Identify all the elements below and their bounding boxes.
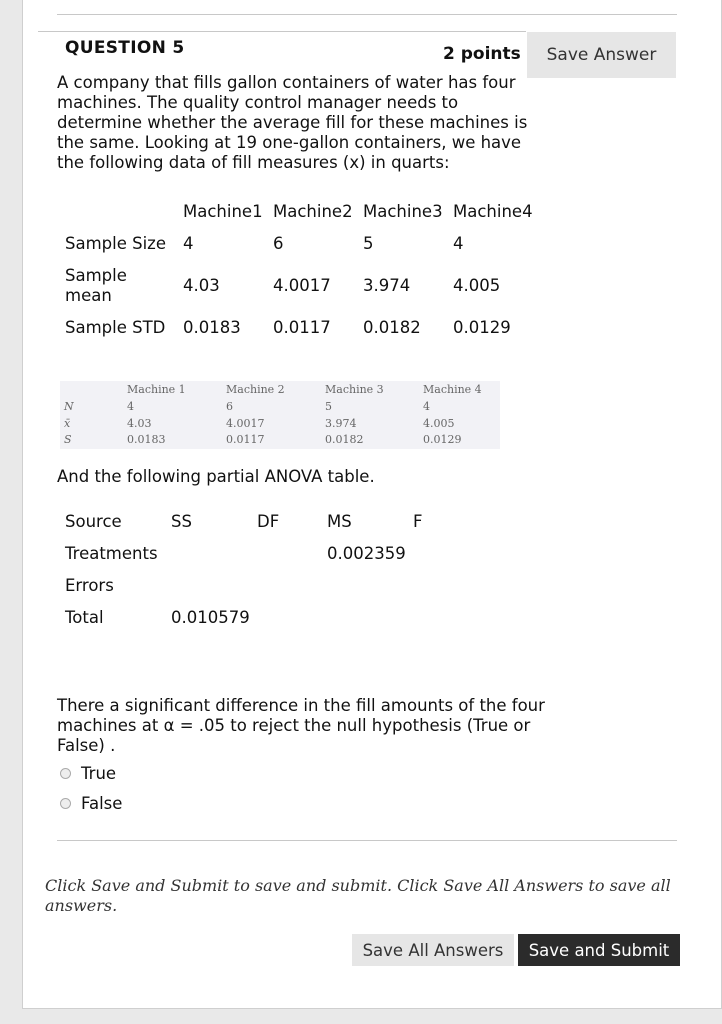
save-all-answers-button[interactable]: Save All Answers <box>352 934 514 966</box>
option-true[interactable] <box>60 764 116 783</box>
anova-row-treatments: Treatments <box>65 544 158 563</box>
image-cell: 0.0117 <box>226 433 265 446</box>
radio-button[interactable] <box>60 768 71 779</box>
table-header: Machine2 <box>273 202 353 221</box>
image-cell: 4.03 <box>127 417 152 430</box>
option-label: False <box>81 794 123 813</box>
question-text: A company that fills gallon containers of water has four machines. The quality control manager needs to determine whether the average fill for these machines is the same. Looking at 19 one-gallon containers, we have the following data of fill measures (x) in quarts: <box>57 73 528 172</box>
image-cell: 4 <box>127 400 134 413</box>
table-cell: 0.0182 <box>363 318 421 337</box>
top-divider <box>57 14 677 15</box>
table-header: Machine1 <box>183 202 263 221</box>
table-cell: 4 <box>453 234 464 253</box>
table-image <box>60 381 500 449</box>
table-cell: 4 <box>183 234 194 253</box>
row-label-line: mean <box>65 286 112 305</box>
image-cell: 6 <box>226 400 233 413</box>
submit-instructions: Click Save and Submit to save and submit. Click Save All Answers to save all answers. <box>45 876 671 915</box>
question-title: QUESTION 5 <box>65 38 185 58</box>
anova-row-total: Total <box>65 608 104 627</box>
image-cell: 0.0182 <box>325 433 364 446</box>
bottom-divider <box>57 840 677 841</box>
table-cell: 0.0129 <box>453 318 511 337</box>
table-cell: 4.005 <box>453 276 501 295</box>
row-label-sample-std: Sample STD <box>65 318 166 337</box>
save-and-submit-button[interactable]: Save and Submit <box>518 934 680 966</box>
table-cell: 4.03 <box>183 276 220 295</box>
table-cell: 3.974 <box>363 276 411 295</box>
anova-treatments-ms: 0.002359 <box>327 544 406 563</box>
anova-header: F <box>413 512 423 531</box>
image-header: Machine 4 <box>423 383 482 396</box>
image-cell: 4.005 <box>423 417 455 430</box>
image-header: Machine 2 <box>226 383 285 396</box>
row-label-line: Sample <box>65 266 127 285</box>
image-header: Machine 3 <box>325 383 384 396</box>
anova-header: Source <box>65 512 122 531</box>
anova-row-errors: Errors <box>65 576 114 595</box>
image-cell: 0.0183 <box>127 433 166 446</box>
image-cell: 0.0129 <box>423 433 462 446</box>
true-false-question: There a significant difference in the fill amounts of the four machines at α = .05 to reject the null hypothesis (True or False) . <box>57 696 545 755</box>
save-answer-button[interactable]: Save Answer <box>527 32 676 78</box>
row-label-sample-size: Sample Size <box>65 234 166 253</box>
image-row-label: N <box>64 400 74 413</box>
image-header: Machine 1 <box>127 383 186 396</box>
table-cell: 6 <box>273 234 284 253</box>
row-label-sample-mean <box>65 266 127 306</box>
image-cell: 5 <box>325 400 332 413</box>
option-false[interactable] <box>60 794 122 813</box>
table-cell: 0.0117 <box>273 318 331 337</box>
table-cell: 4.0017 <box>273 276 331 295</box>
image-row-label: x̄ <box>64 417 71 430</box>
table-header: Machine4 <box>453 202 533 221</box>
image-row-label: S <box>64 433 72 446</box>
question-points: 2 points <box>443 44 521 64</box>
anova-header: MS <box>327 512 352 531</box>
option-label: True <box>81 764 117 783</box>
table-cell: 5 <box>363 234 374 253</box>
anova-header: SS <box>171 512 192 531</box>
question-header-divider <box>38 31 526 32</box>
table-cell: 0.0183 <box>183 318 241 337</box>
image-cell: 4.0017 <box>226 417 265 430</box>
anova-intro-text: And the following partial ANOVA table. <box>57 467 375 486</box>
radio-button[interactable] <box>60 798 71 809</box>
image-cell: 4 <box>423 400 430 413</box>
image-cell: 3.974 <box>325 417 357 430</box>
anova-total-ss: 0.010579 <box>171 608 250 627</box>
anova-header: DF <box>257 512 280 531</box>
table-header: Machine3 <box>363 202 443 221</box>
